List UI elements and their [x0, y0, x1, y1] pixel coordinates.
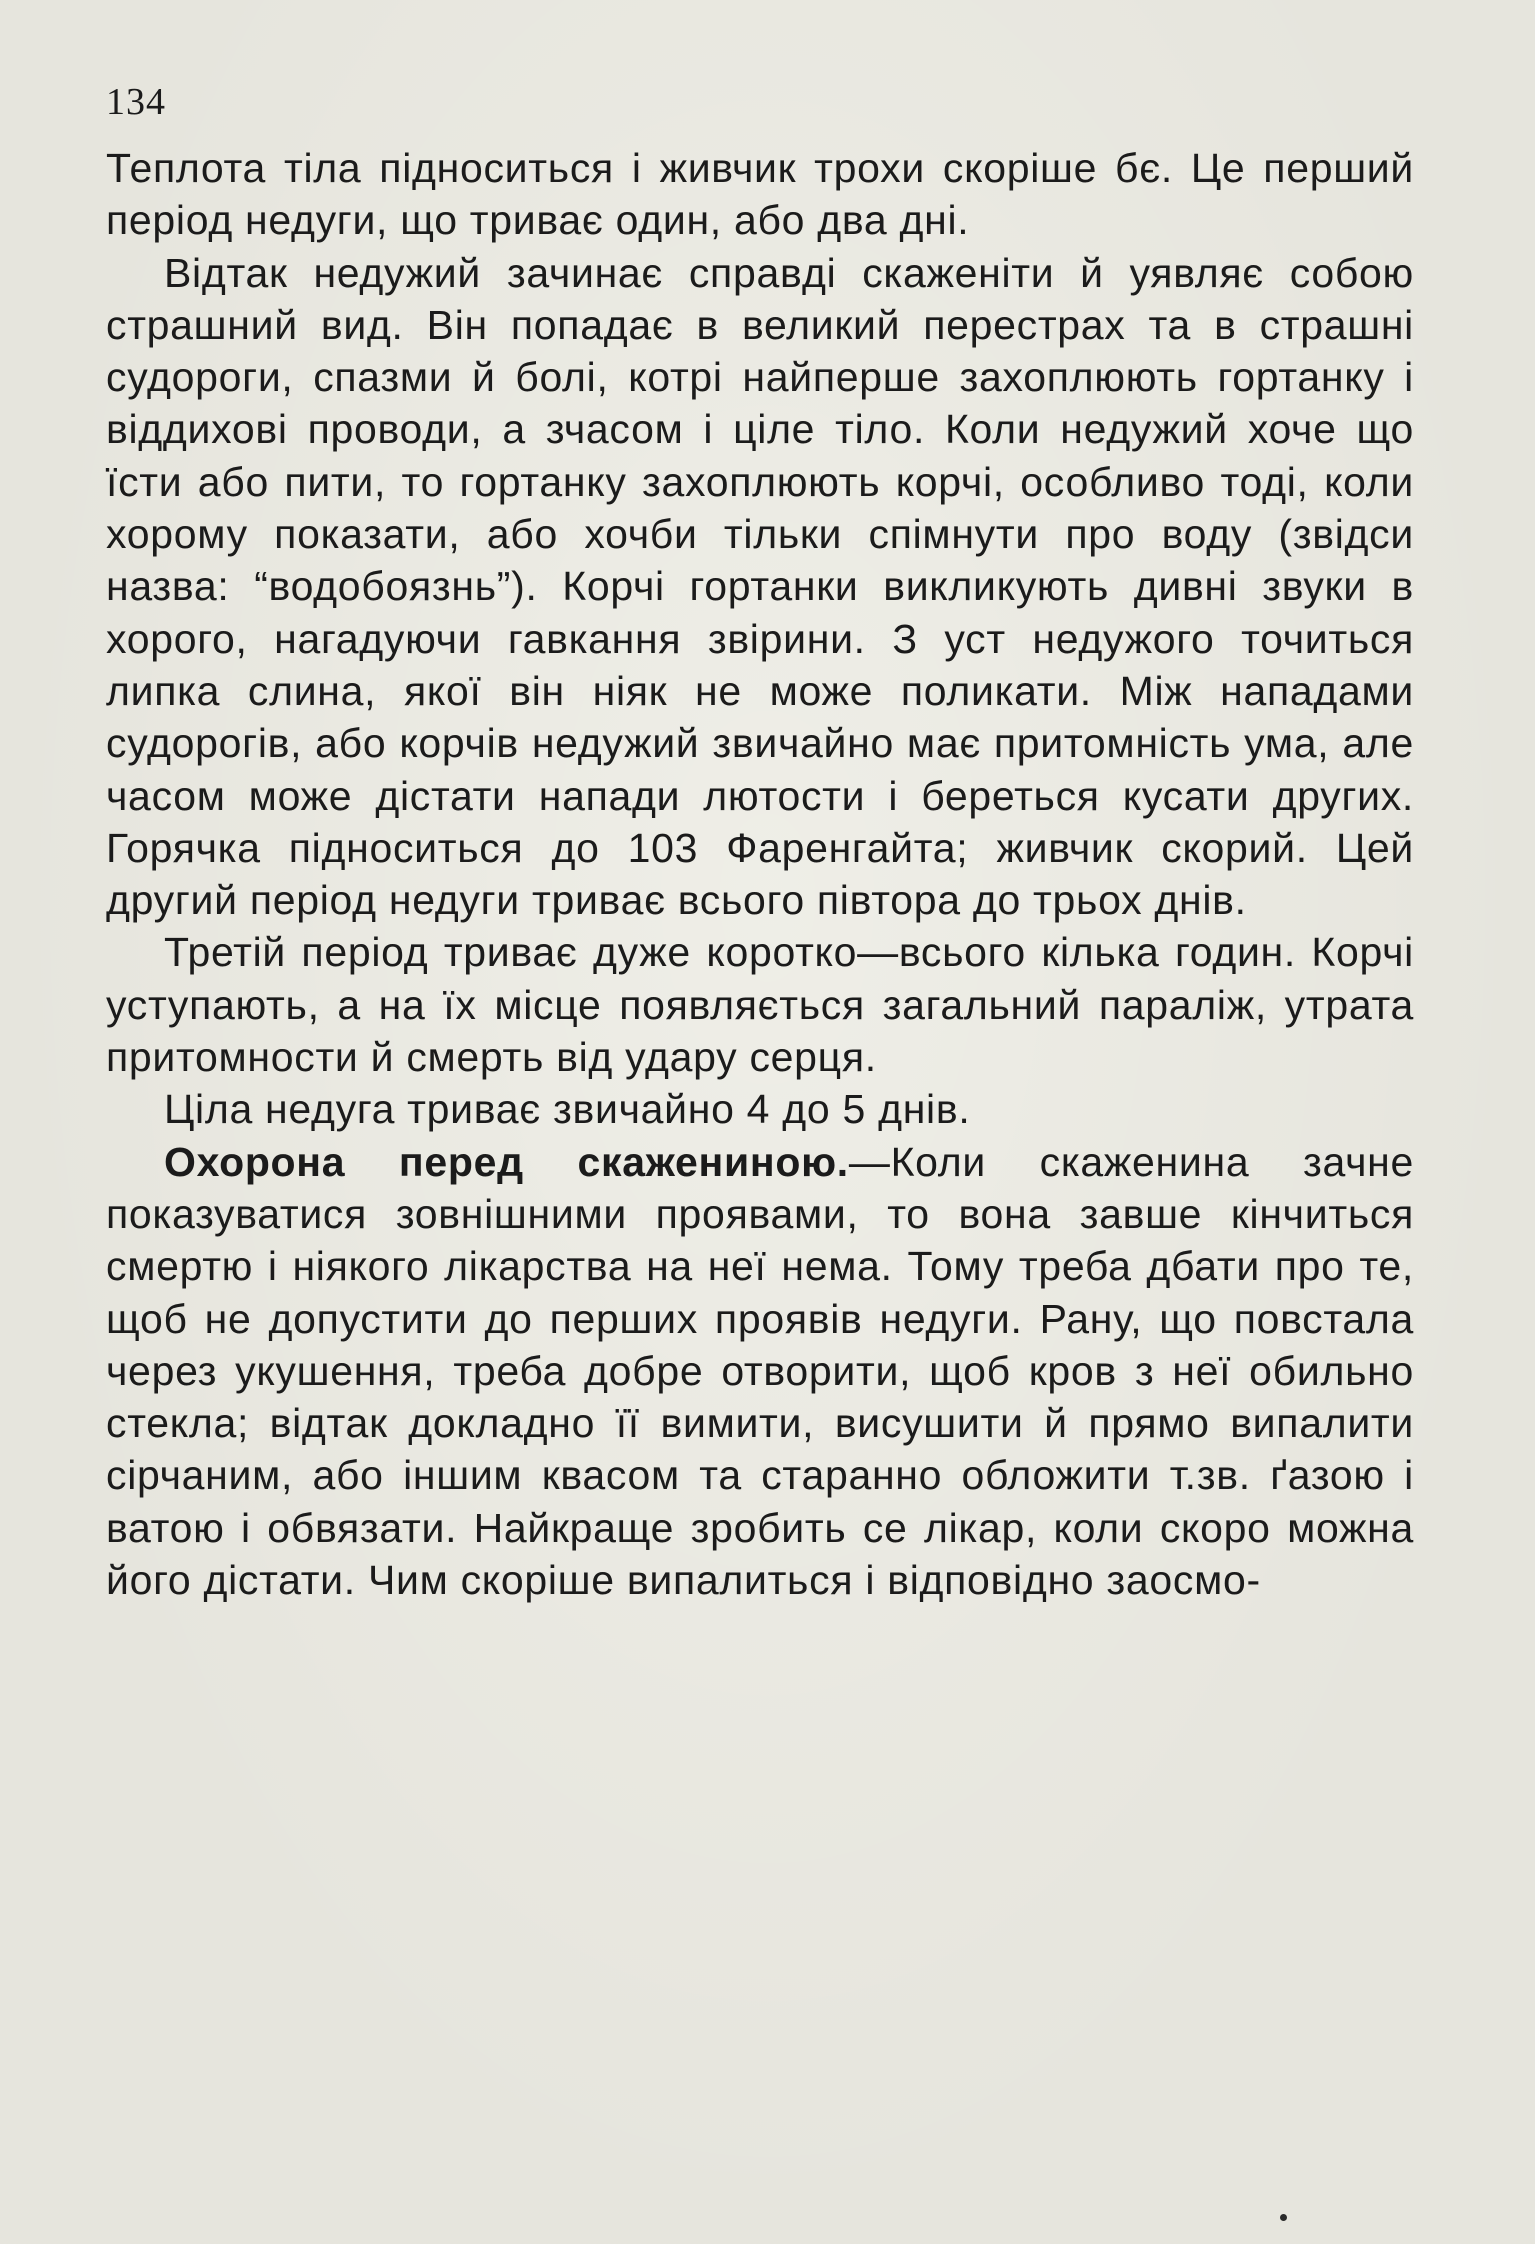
paragraph-duration: Ціла недуга триває звичайно 4 до 5 днів. — [164, 1086, 971, 1133]
paragraph-third-period: Третій період триває дуже коротко—всього кілька годин. Корчі уступають, а на їх місце появляється загальний параліж, утрата притомности й смерть від удару серця. — [106, 929, 1414, 1081]
section-heading: Охорона перед скажениною. — [164, 1138, 849, 1185]
paragraph-protection-text: —Коли скаженина зачне показуватися зовнішними проявами, то вона завше кінчиться смертю і ніякого лікарства на неї нема. Тому треба дбати про те, щоб не допустити до перших проявів недуги. Рану, що повстала через укушення, треба добре отворити, щоб кров з неї обильно стекла; відтак докладно її вимити, висушити й прямо випалити сірчаним, або іншим квасом та старанно обложити т.зв. ґазою і ватою і обвязати. Найкраще зробить се лікар, коли скоро можна його дістати. Чим скоріше випалиться і відповідно заосмо- — [106, 1138, 1414, 1604]
paragraph-protection — [106, 1136, 1414, 1607]
print-speck — [1280, 2214, 1287, 2221]
page-number: 134 — [106, 81, 166, 123]
paragraph-second-period: Відтак недужий зачинає справді скаженіти й уявляє собою страшний вид. Він попадає в великий перестрах та в страшні судороги, спазми й болі, котрі найперше захоплюють гортанку і віддихові проводи, а зчасом і ціле тіло. Коли недужий хоче що їсти або пити, то гортанку захоплюють корчі, особливо тоді, коли хорому показати, або хочби тільки спімнути про воду (звідси назва: “водобоязнь”). Корчі гортанки викликують дивні звуки в хорого, нагадуючи гавкання звірини. З уст недужого точиться липка слина, якої він ніяк не може поликати. Між нападами судорогів, або корчів недужий звичайно має притомність ума, але часом може дістати напади лютости і береться кусати других. Горячка підноситься до 103 Фаренгайта; живчик скорий. Цей другий період недуги триває всього півтора до трьох днів. — [106, 249, 1414, 924]
body-text — [106, 142, 1414, 1606]
paragraph-fever-first-period: Теплота тіла підноситься і живчик трохи скоріше бє. Це перший період недуги, що триває один, або два дні. — [106, 145, 1414, 244]
